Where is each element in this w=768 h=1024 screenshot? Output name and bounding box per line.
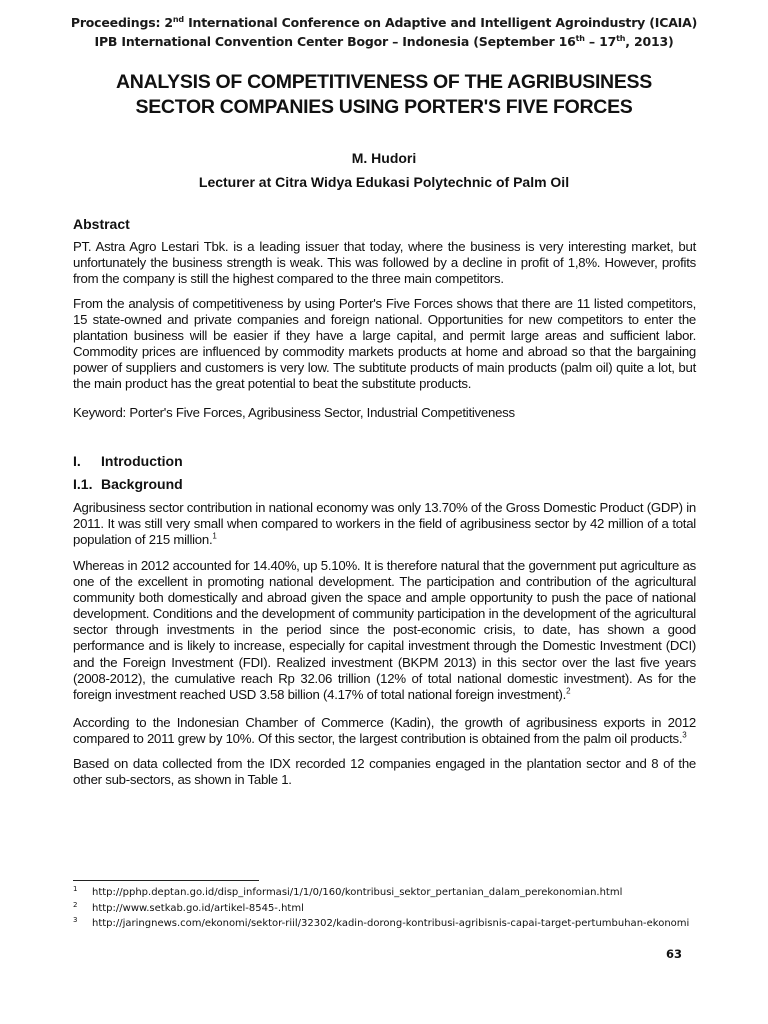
- abstract-paragraph-2: From the analysis of competitiveness by using Porter's Five Forces shows that there are 11 listed competitors, 15 state-owned and private companies and foreign national. Opportunities for new competitors to enter the plantation business will be easier if they have a large capital, and permit large areas and sufficient labor. Commodity prices are influenced by commodity markets products at home and abroad so that the bargaining power of suppliers and customers is very low. The subtitute products of main products (palm oil) quite a lot, but the main product has the great potential to beat the substitute products.: [73, 296, 696, 392]
- footnote-ref-1[interactable]: 1: [212, 531, 217, 541]
- body-paragraph-1: Agribusiness sector contribution in national economy was only 13.70% of the Gross Domestic Product (GDP) in 2011. It was still very small when compared to workers in the field of agribusiness sector by 42 million of a total population of 215 million.$^1$: [73, 500, 696, 548]
- abstract-paragraph-1: PT. Astra Agro Lestari Tbk. is a leading issuer that today, where the business is very interesting market, but unfortunately the business strength is weak. This was followed by a decline in profit of 1,8%. However, profits from the company is still the highest compared to the three main competitors.: [73, 239, 696, 287]
- body-paragraph-4: Based on data collected from the IDX recorded 12 companies engaged in the plantation sector and 8 of the other sub-sectors, as shown in Table 1.: [73, 756, 696, 788]
- footnote-ref-3[interactable]: 3: [682, 730, 687, 740]
- footnote-2: 2 http://www.setkab.go.id/artikel-8545-.html: [73, 902, 713, 915]
- body-paragraph-3: According to the Indonesian Chamber of Commerce (Kadin), the growth of agribusiness exports in 2012 compared to 2011 grew by 10%. Of this sector, the largest contribution is obtained from the palm oil products.$^3$: [73, 715, 696, 747]
- subsection-heading-background: [73, 476, 183, 492]
- title-line-1: ANALYSIS OF COMPETITIVENESS OF THE AGRIBUSINESS: [116, 71, 652, 93]
- proceedings-header-line2: IPB International Convention Center Bogor – Indonesia (September 16th – 17th, 2013): [94, 34, 674, 50]
- footnote-link-1[interactable]: http://pphp.deptan.go.id/disp_informasi/1/1/0/160/kontribusi_sektor_pertanian_dalam_perekonomian.html: [92, 887, 623, 898]
- subsection-title: Background: [101, 476, 183, 492]
- footnote-1: 1 http://pphp.deptan.go.id/disp_informasi/1/1/0/160/kontribusi_sektor_pertanian_dalam_perekonomian.html: [73, 886, 713, 899]
- title-line-2: SECTOR COMPANIES USING PORTER'S FIVE FORCES: [135, 96, 633, 118]
- section-heading-introduction: [73, 453, 183, 469]
- keywords: Keyword: Porter's Five Forces, Agribusiness Sector, Industrial Competitiveness: [73, 405, 515, 420]
- abstract-heading: Abstract: [73, 216, 130, 232]
- author-name: M. Hudori: [351, 150, 417, 166]
- footnote-divider: [73, 880, 259, 881]
- page-number: 63: [666, 947, 683, 961]
- footnote-link-3[interactable]: http://jaringnews.com/ekonomi/sektor-riil/32302/kadin-dorong-kontribusi-agribisnis-capai-target-pertumbuhan-ekonomi: [92, 918, 690, 929]
- proceedings-header-line1: Proceedings: 2nd International Conference on Adaptive and Intelligent Agroindustry (ICAIA): [70, 15, 698, 31]
- paper-title: [40, 70, 728, 120]
- footnote-3: 3 http://jaringnews.com/ekonomi/sektor-riil/32302/kadin-dorong-kontribusi-agribisnis-capai-target-pertumbuhan-ekonomi: [73, 917, 713, 930]
- footnote-ref-2[interactable]: 2: [566, 686, 571, 696]
- footnote-link-2[interactable]: http://www.setkab.go.id/artikel-8545-.html: [92, 903, 304, 914]
- author-affiliation: Lecturer at Citra Widya Edukasi Polytechnic of Palm Oil: [198, 174, 570, 190]
- body-paragraph-2: Whereas in 2012 accounted for 14.40%, up 5.10%. It is therefore natural that the government put agriculture as one of the excellent in promoting national development. The participation and contribution of the agricultural community both domestically and abroad given the space and ample opportunity to push the pace of national development. Conditions and the development of community participation in the development of the agricultural sector through investments in the period since the post-economic crisis, to date, has shown a good performance and is likely to increase, especially for capital investment through the Domestic Investment (DCI) and the Foreign Investment (FDI). Realized investment (BKPM 2013) in this sector over the last five years (2008-2012), the cumulative reach Rp 32.06 trillion (12% of total national domestic investment). As for the foreign investment reached USD 3.58 billion (4.17% of total national foreign investment).$^2$: [73, 558, 696, 702]
- section-number: I.: [73, 453, 81, 469]
- section-title: Introduction: [101, 453, 183, 469]
- subsection-number: I.1.: [73, 476, 93, 492]
